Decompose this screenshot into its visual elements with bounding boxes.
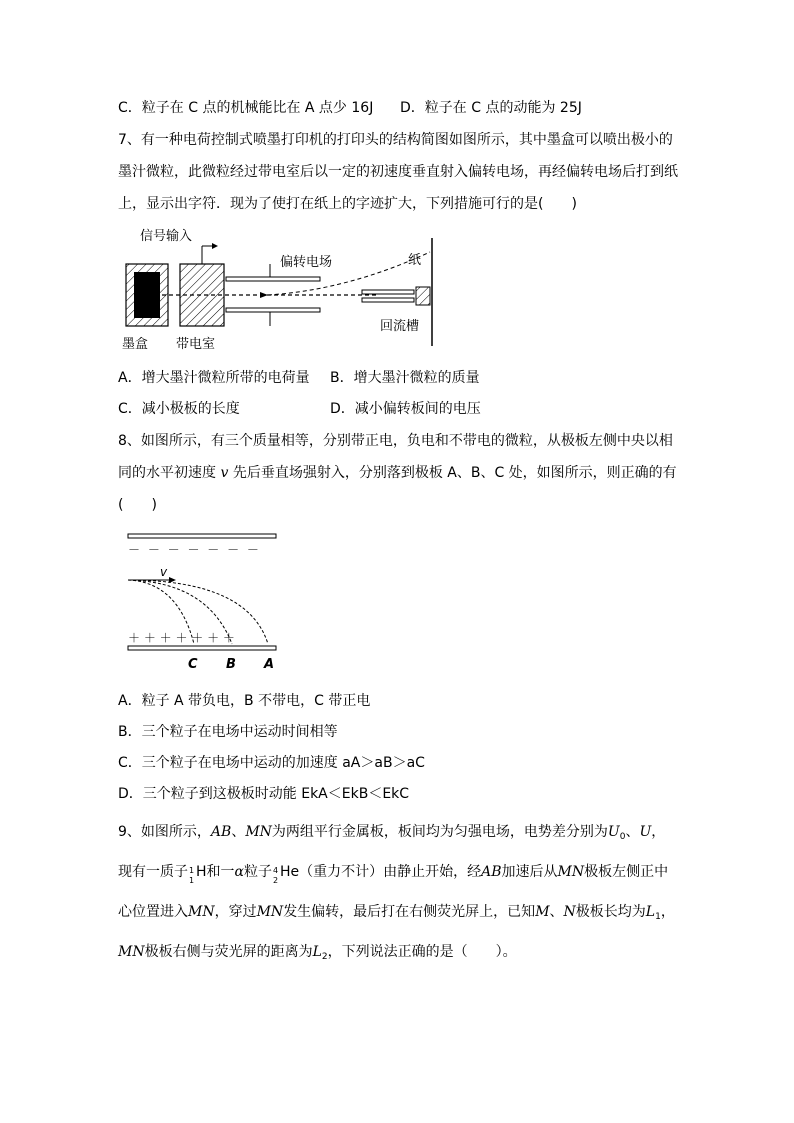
q8-stem-line3: ( ) bbox=[118, 497, 157, 513]
signal-input-label: 信号输入 bbox=[140, 229, 193, 244]
q8-option-a: A．粒子 A 带负电，B 不带电，C 带正电 bbox=[118, 693, 371, 709]
q7-printer-figure bbox=[118, 224, 458, 354]
q8-option-d: D．三个粒子到这极板时动能 EkA＜EkB＜EkC bbox=[118, 786, 410, 802]
q9-stem-line4: MN极板右侧与荧光屏的距离为$L_2$，下列说法正确的是（ ）。 bbox=[118, 944, 517, 962]
point-c-label: C bbox=[188, 657, 198, 672]
q7-stem-line2: 墨汁微粒，此微粒经过带电室后以一定的初速度垂直射入偏转电场，再经偏转电场后打到纸 bbox=[118, 164, 678, 180]
q8-option-c: C．三个粒子在电场中运动的加速度 aA＞aB＞aC bbox=[118, 755, 425, 771]
return-tank-label: 回流槽 bbox=[380, 319, 420, 334]
q8-option-b: B．三个粒子在电场中运动时间相等 bbox=[118, 724, 338, 740]
deflection-field-label: 偏转电场 bbox=[280, 255, 333, 270]
q6-option-c: C．粒子在 C 点的机械能比在 A 点少 16J bbox=[118, 100, 374, 116]
point-b-label: B bbox=[226, 657, 236, 672]
q8-stem-line2: 同的水平初速度 v 先后垂直场强射入，分别落到极板 A、B、C 处，如图所示，则正确的有 bbox=[118, 465, 677, 481]
q7-option-c: C．减小极板的长度 bbox=[118, 401, 240, 417]
q7-option-d: D．减小偏转板间的电压 bbox=[330, 401, 481, 417]
paper-label: 纸 bbox=[408, 253, 422, 268]
q8-stem-line1: 8、如图所示，有三个质量相等，分别带正电，负电和不带电的微粒，从极板左侧中央以相 bbox=[118, 433, 673, 449]
q6-option-d: D．粒子在 C 点的动能为 25J bbox=[400, 100, 582, 116]
ink-box-label: 墨盒 bbox=[122, 337, 149, 352]
q9-stem-line1: 9、如图所示，AB、MN为两组平行金属板，板间均为匀强电场，电势差分别为$U_0$、U， bbox=[118, 824, 666, 842]
q7-stem-line3: 上，显示出字符．现为了使打在纸上的字迹扩大，下列措施可行的是( ) bbox=[118, 196, 577, 212]
velocity-label: v bbox=[160, 565, 168, 579]
positive-signs: ＋ ＋ ＋ ＋ ＋ ＋ ＋ bbox=[128, 631, 235, 645]
q9-stem-line3: 心位置进入MN，穿过MN发生偏转，最后打在右侧荧光屏上，已知M、N极板长均为$L_1$， bbox=[118, 904, 675, 922]
negative-signs: － － － － － － － bbox=[128, 543, 261, 557]
q8-particles-figure bbox=[118, 530, 288, 675]
charge-room-label: 带电室 bbox=[176, 337, 216, 352]
q7-stem-line1: 7、有一种电荷控制式喷墨打印机的打印头的结构简图如图所示，其中墨盒可以喷出极小的 bbox=[118, 132, 673, 148]
q7-option-b: B．增大墨汁微粒的质量 bbox=[330, 370, 480, 386]
q9-stem-line2: 现有一质子 1 1 H和一α粒子 4 2 He（重力不计）由静止开始，经AB加速后从MN极板左侧正中 bbox=[118, 864, 669, 885]
point-a-label: A bbox=[264, 657, 275, 672]
q7-option-a: A．增大墨汁微粒所带的电荷量 bbox=[118, 370, 310, 386]
